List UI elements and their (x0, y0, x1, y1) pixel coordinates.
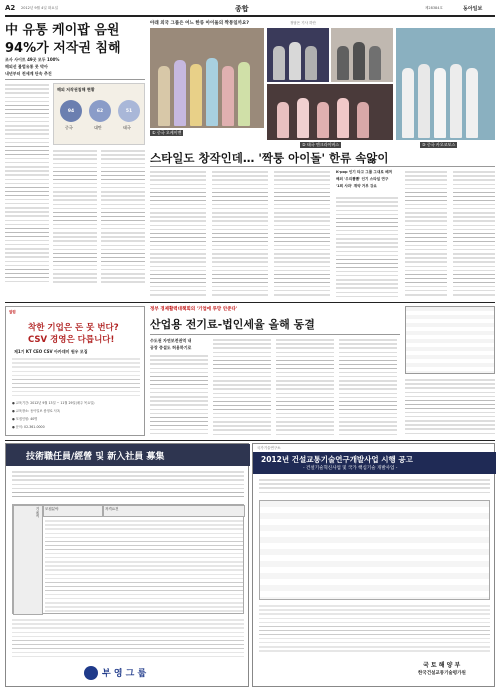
left-headline-2: 94%가 저작권 침해 (5, 41, 121, 56)
photo-idol-4 (267, 84, 393, 140)
left-body-col-3 (101, 149, 145, 283)
tech-ad-title: 技術職任員/經營 및 新入社員 募集 (26, 452, 165, 462)
photo-caption-1: ① 중국 오케이맨 (152, 130, 182, 135)
poll-title: 아래 외국 그룹은 어느 한류 아이돌의 짝퉁일까요? (150, 21, 249, 26)
main-side-head-1: K-pop 인기 타고 그룹 그대로 베껴 (336, 170, 393, 174)
photo-idol-5 (396, 28, 495, 140)
left-sub-1: 조사 사이트 49곳 모두 100% (5, 57, 60, 62)
tech-ad-footer-body (12, 618, 244, 658)
main-body-columns (150, 170, 400, 298)
csv-ad-bullet-3: ● 모집인원: 40명 (12, 417, 38, 421)
finance-sub-1: 수도권 자연보전권역 내 (150, 338, 192, 343)
tech-ad-table-col: 자격요건 (103, 505, 245, 517)
issue-date: 2012년 9월 4일 화요일 (21, 6, 58, 10)
right-body-columns (405, 170, 495, 298)
csv-ad-bullet-4: ● 문의: 02-361-0000 (12, 425, 45, 429)
notice-body (259, 478, 490, 496)
finance-sub-2: 공장 증설도 허용하기로 (150, 345, 192, 350)
paper-name: 동아일보 (463, 6, 483, 12)
tech-ad-intro (12, 470, 244, 500)
masthead-rule (5, 15, 495, 17)
photo-idol-1 (150, 28, 264, 128)
notice-ad (252, 443, 495, 687)
tech-ad-banner (6, 444, 250, 466)
finance-table (405, 306, 495, 374)
main-side-head-3: '1회 사과' 계약 거부 강요 (336, 184, 377, 188)
notice-footer-ministry: 국 토 해 양 부 (423, 662, 461, 669)
csv-ad-headline-2: CSV 경영은 다릅니다! (28, 335, 115, 345)
left-story (5, 19, 145, 299)
divider (150, 334, 400, 335)
kpi-circle-2: 62 (89, 100, 111, 122)
photo-caption-2: ② 태국 엔크라이버스 (302, 142, 340, 147)
kpi-label-1: 중국 (65, 125, 73, 130)
notice-table (259, 500, 490, 600)
photo-idol-3 (331, 28, 393, 82)
finance-right-body (405, 378, 495, 436)
csv-ad-body (12, 357, 140, 397)
divider (5, 79, 145, 80)
company-logo (84, 666, 98, 680)
left-body-col-2 (53, 149, 97, 283)
notice-subtitle: - 건설기술혁신사업 및 국가 핵심기술 개발사업 - (303, 466, 398, 471)
left-sub-3: 내년부터 전세계 단속 추진 (5, 71, 52, 76)
section-rule (5, 302, 495, 303)
main-headline: 스타일도 창작인데… '짝퉁 아이돌' 한류 속앓이 (150, 151, 389, 165)
kpi-circle-3: 51 (118, 100, 140, 122)
main-side-head-2: 해외 '우리뽐뽐' 인기 스타일 연구 (336, 177, 389, 181)
kpi-label-2: 대만 (94, 125, 102, 130)
infographic-box (53, 83, 145, 145)
photo-caption-3: ③ 중국 카오코보스 (422, 142, 456, 147)
notice-banner (253, 452, 496, 474)
photo-idol-2 (267, 28, 329, 82)
infographic-title: 해외 저작권침해 현황 (57, 87, 95, 92)
company-name: 부 영 그 룹 (102, 669, 147, 679)
left-sub-2: 해외선 불법유통 못 막아 (5, 64, 48, 69)
edition-number: 제28384호 (425, 6, 443, 10)
tech-ad (5, 443, 249, 687)
csv-ad-bullet-1: ● 교육기간: 2012년 9월 13일 ~ 11월 29일(매주 목요일) (12, 401, 95, 405)
left-headline-1: 中 유통 케이팝 음원 (5, 23, 120, 38)
csv-ad-headline-1: 착한 기업은 돈 못 번다? (28, 323, 119, 333)
csv-ad (5, 306, 145, 436)
notice-title: 2012년 건설교통기술연구개발사업 시행 공고 (261, 455, 413, 464)
csv-ad-bullet-2: ● 교육장소: 동아일보 충정로 사옥 (12, 409, 60, 413)
masthead (5, 4, 495, 14)
poll-answer-note: 정답은 기사 하단 (290, 21, 316, 25)
csv-ad-sub: 제1기 KT CEO CSV 아카데미 원우 모집 (14, 349, 88, 354)
left-body-col-1 (5, 83, 49, 283)
divider (150, 166, 495, 167)
ad-rule (5, 440, 495, 441)
notice-kicker: 국가기술연구소 (257, 446, 281, 450)
notice-footer-agency: 한국건설교통기술평가원 (418, 671, 466, 676)
section-number: A2 (5, 4, 16, 12)
finance-headline: 산업용 전기료-법인세율 올해 동결 (150, 318, 315, 331)
tech-ad-table-col: 모집분야 (43, 505, 103, 517)
tech-ad-table-head: 기술직 (13, 505, 43, 615)
kpi-label-3: 태국 (123, 125, 131, 130)
finance-kicker: 정부 경제활력대책회의 '기업에 투망 안준다' (150, 307, 238, 312)
tech-ad-table (12, 504, 244, 614)
notice-details (259, 604, 490, 654)
kpi-circle-1: 94 (60, 100, 82, 122)
finance-body (150, 354, 400, 436)
csv-ad-tag: 알림 (9, 310, 16, 314)
section-title: 종합 (235, 5, 249, 13)
